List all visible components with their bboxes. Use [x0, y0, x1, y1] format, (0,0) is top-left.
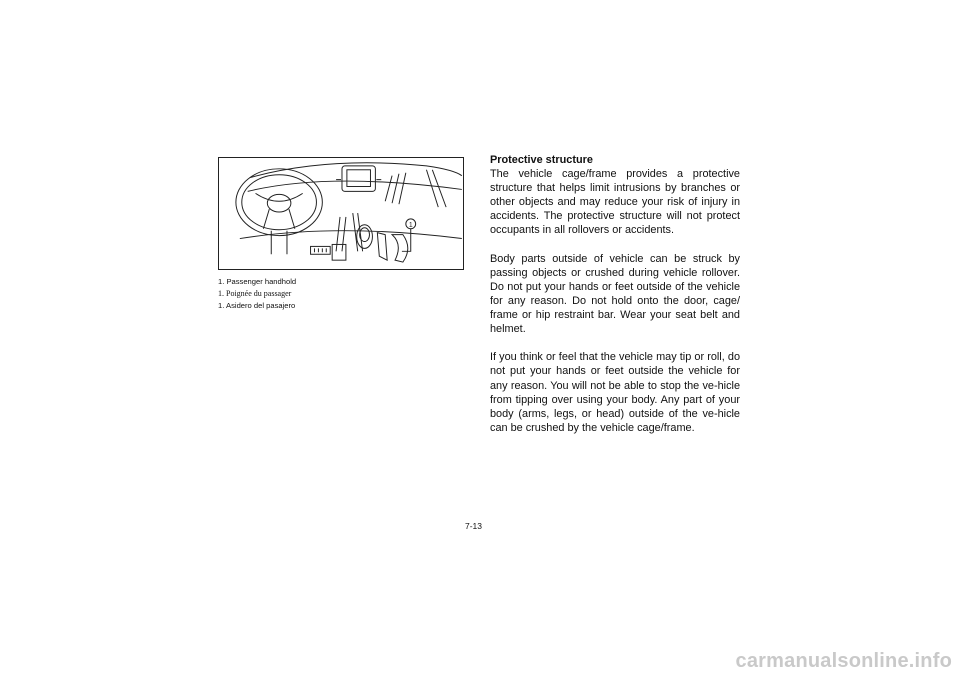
- paragraph-1: The vehicle cage/frame provides a protective structure that helps limit intrusions by branches or other objects and may reduce your risk of injury in accidents. The protective structure will not protect occupants in all rollovers or accidents.: [490, 168, 740, 237]
- caption-french: 1. Poignée du passager: [218, 289, 292, 299]
- figure-captions: [218, 276, 478, 313]
- passenger-handhold-illustration-icon: [219, 158, 463, 269]
- paragraph-3: If you think or feel that the vehicle may tip or roll, do not put your hands or feet outside the vehicle for any reason. You will not be able to stop the ve-hicle from tipping over using your body. Any part of your body (arms, legs, or head) outside of the ve-hicle can be crushed by the vehicle cage/frame.: [490, 351, 740, 434]
- figure-callout-number: 1: [408, 221, 413, 229]
- watermark: carmanualsonline.info: [735, 650, 952, 672]
- section-title: Protective structure: [490, 154, 593, 166]
- dashboard-illustration: [218, 157, 464, 270]
- caption-spanish: 1. Asidero del pasajero: [218, 301, 296, 311]
- paragraph-2: Body parts outside of vehicle can be struck by passing objects or crushed during vehicle rollover. Do not put your hands or feet outside of the vehicle for any reason. Do not hold onto the door, cage/ frame or hip restraint bar. Wear your seat belt and helmet.: [490, 252, 740, 336]
- protective-structure-section: [490, 153, 740, 449]
- page-number: 7-13: [465, 521, 483, 531]
- caption-english: 1. Passenger handhold: [218, 277, 297, 286]
